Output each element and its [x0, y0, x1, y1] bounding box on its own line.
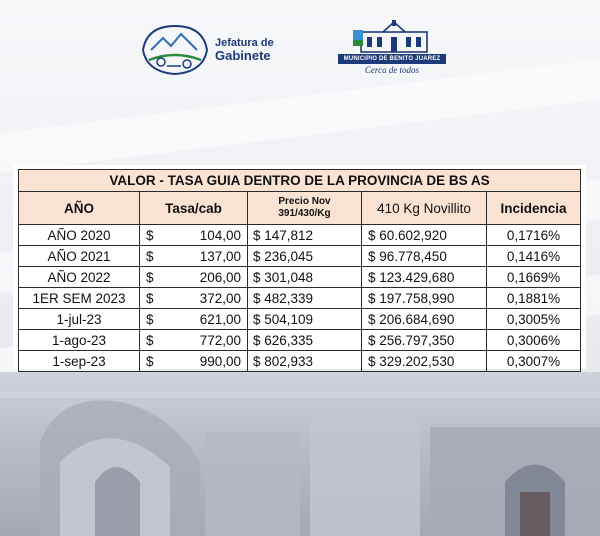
- cell-incidencia: 0,3007%: [487, 351, 581, 372]
- cell-precio: $ 802,933: [248, 351, 362, 372]
- cell-tasa-value: 206,00: [199, 269, 241, 285]
- cell-tasa: [140, 246, 248, 267]
- cell-precio: $ 626,335: [248, 330, 362, 351]
- table-row: [19, 267, 581, 288]
- cell-incidencia: 0,1416%: [487, 246, 581, 267]
- cell-tasa-value: 990,00: [199, 353, 241, 369]
- cell-ano: AÑO 2021: [19, 246, 140, 267]
- cell-incidencia: 0,1881%: [487, 288, 581, 309]
- header-ano: AÑO: [19, 192, 140, 225]
- table-row: [19, 246, 581, 267]
- cell-tasa: [140, 309, 248, 330]
- tasa-guia-table-card: [13, 165, 586, 369]
- cell-novillito: $ 123.429,680: [362, 267, 487, 288]
- cell-novillito: $ 206.684,690: [362, 309, 487, 330]
- cell-ano: 1-ago-23: [19, 330, 140, 351]
- table-row: [19, 309, 581, 330]
- municipal-building-icon: [353, 20, 435, 54]
- cell-tasa: [140, 330, 248, 351]
- cell-novillito: $ 96.778,450: [362, 246, 487, 267]
- cell-ano: AÑO 2020: [19, 225, 140, 246]
- cell-ano: AÑO 2022: [19, 267, 140, 288]
- cell-ano: 1-jul-23: [19, 309, 140, 330]
- cell-precio: $ 236,045: [248, 246, 362, 267]
- cell-tasa-currency: $: [146, 290, 154, 306]
- cell-ano: 1-sep-23: [19, 351, 140, 372]
- cell-novillito: $ 329.202,530: [362, 351, 487, 372]
- cell-tasa-currency: $: [146, 248, 154, 264]
- table-title: VALOR - TASA GUIA DENTRO DE LA PROVINCIA DE BS AS: [19, 170, 581, 192]
- cell-novillito: $ 256.797,350: [362, 330, 487, 351]
- cell-precio: $ 504,109: [248, 309, 362, 330]
- jefatura-de-gabinete-logo: [137, 20, 287, 80]
- table-row: [19, 225, 581, 246]
- cell-tasa: [140, 288, 248, 309]
- cell-precio: $ 482,339: [248, 288, 362, 309]
- logo-title: Jefatura de Gabinete: [215, 37, 274, 63]
- header-precio: [248, 192, 362, 225]
- cell-precio: $ 147,812: [248, 225, 362, 246]
- cell-incidencia: 0,3006%: [487, 330, 581, 351]
- cell-tasa-currency: $: [146, 332, 154, 348]
- building-facade-illustration: [0, 372, 600, 536]
- cell-tasa-value: 372,00: [199, 290, 241, 306]
- cell-tasa: [140, 225, 248, 246]
- cell-tasa-value: 137,00: [199, 248, 241, 264]
- cell-precio: $ 301,048: [248, 267, 362, 288]
- cell-incidencia: 0,1669%: [487, 267, 581, 288]
- cell-tasa-currency: $: [146, 353, 154, 369]
- cabinet-emblem-icon: [137, 20, 213, 78]
- table-row: [19, 330, 581, 351]
- header-precio-line2: 391/430/Kg: [278, 208, 331, 219]
- cell-tasa: [140, 267, 248, 288]
- header-incidencia: Incidencia: [487, 192, 581, 225]
- cell-tasa-currency: $: [146, 269, 154, 285]
- municipio-band: MUNICIPIO DE BENITO JUAREZ: [338, 54, 446, 64]
- tasa-guia-table: [18, 169, 581, 372]
- cell-novillito: $ 197.758,990: [362, 288, 487, 309]
- municipio-logo: [338, 20, 478, 80]
- table-row: [19, 351, 581, 372]
- table-row: [19, 288, 581, 309]
- header-precio-line1: Precio Nov: [278, 196, 331, 207]
- cell-incidencia: 0,3005%: [487, 309, 581, 330]
- cell-tasa: [140, 351, 248, 372]
- cell-novillito: $ 60.602,920: [362, 225, 487, 246]
- header-novillito: 410 Kg Novillito: [362, 192, 487, 225]
- background-stripe: [0, 52, 600, 178]
- cell-tasa-value: 104,00: [199, 227, 241, 243]
- cell-tasa-currency: $: [146, 227, 154, 243]
- cell-incidencia: 0,1716%: [487, 225, 581, 246]
- cell-tasa-value: 772,00: [199, 332, 241, 348]
- cell-tasa-value: 621,00: [199, 311, 241, 327]
- header-tasa: Tasa/cab: [140, 192, 248, 225]
- cell-tasa-currency: $: [146, 311, 154, 327]
- cell-ano: 1ER SEM 2023: [19, 288, 140, 309]
- municipio-slogan: Cerca de todos: [364, 65, 420, 75]
